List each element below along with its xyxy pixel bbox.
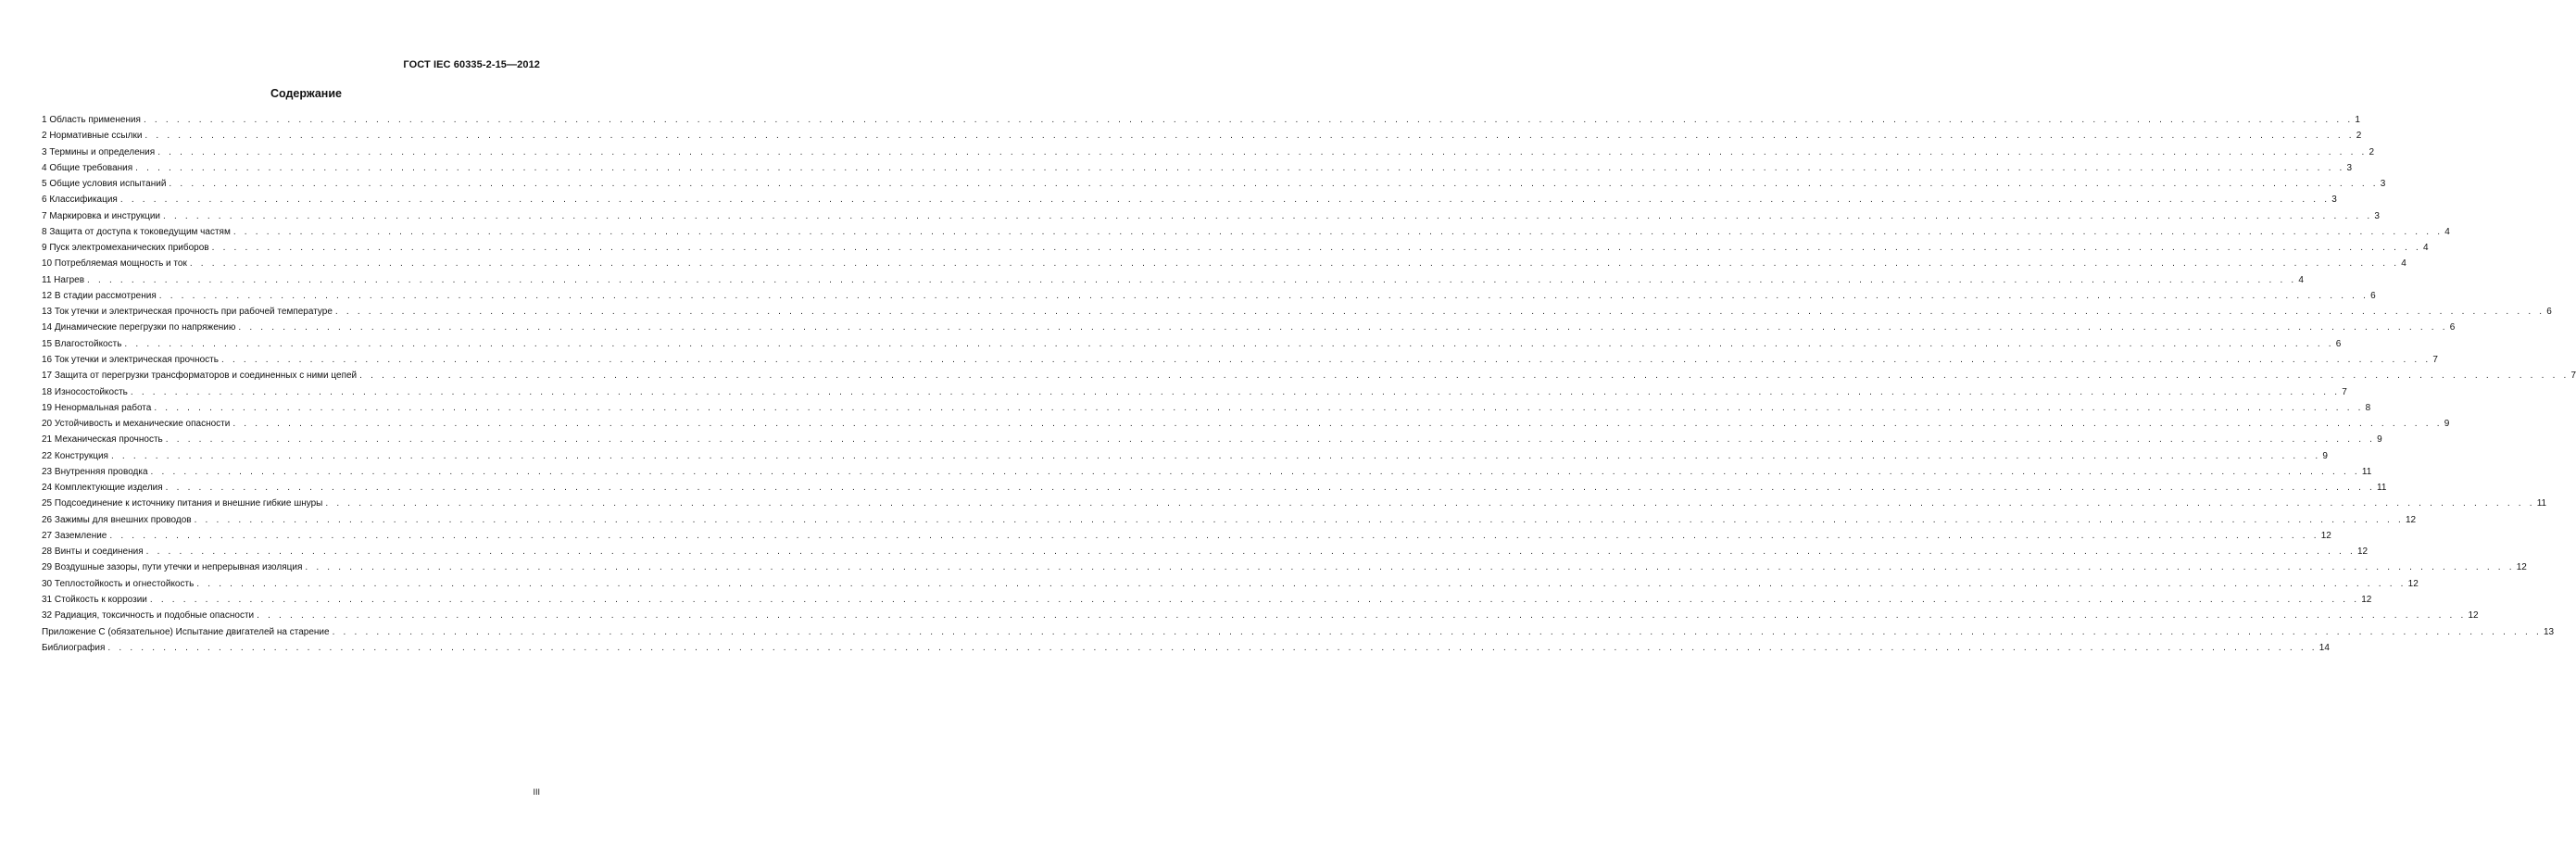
toc-entry-page: 11 bbox=[2536, 498, 2547, 509]
toc-entry-page: 12 bbox=[2357, 547, 2369, 558]
toc-entry-title: 15 Влагостойкость bbox=[42, 338, 122, 349]
toc-entry bbox=[42, 528, 2331, 544]
toc-dot-leader: . . . . . . . . . . . . . . . . . . . . . . . . . . . . . . . . . . . . . . . . . . . . . . . . . . . . . . . . . . . . . . . . . . . . . . . . . . . . . . . . . . . . . . . . . . . . . . . . . . . . . . . . . . . . . . . . . . . . . . . . . . . . . . . . . . . . . . . . . . . . . . . . . . . . . . . . . . . . . . . . . . . . . . . . . . . . . . . . . . . . . . . . . . . . . . . . . . . . . . . . bbox=[110, 450, 2321, 461]
toc-entry-page: 11 bbox=[2361, 466, 2372, 477]
toc-entry bbox=[42, 480, 2387, 496]
toc-dot-leader: . . . . . . . . . . . . . . . . . . . . . . . . . . . . . . . . . . . . . . . . . . . . . . . . . . . . . . . . . . . . . . . . . . . . . . . . . . . . . . . . . . . . . . . . . . . . . . . . . . . . . . . . . . . . . . . . . . . . . . . . . . . . . . . . . . . . . . . . . . . . . . . . . . . . . . . . . . . . . . . . . . . . . . . . . . . . . . . . . . . . . . . . . . . . . . . . . . . . . . . . bbox=[238, 322, 2448, 333]
toc-entry bbox=[42, 160, 2353, 176]
toc-entry bbox=[42, 320, 2456, 335]
toc-entry-title: 25 Подсоединение к источнику питания и внешние гибкие шнуры bbox=[42, 498, 323, 509]
toc-entry-page: 13 bbox=[2543, 626, 2555, 637]
toc-entry-title: 21 Механическая прочность bbox=[42, 434, 163, 446]
toc-entry bbox=[42, 336, 2342, 352]
toc-entry-title: 29 Воздушные зазоры, пути утечки и непрерывная изоляция bbox=[42, 562, 303, 573]
toc-entry-page: 1 bbox=[2355, 115, 2360, 125]
toc-entry-page: 9 bbox=[2444, 419, 2450, 430]
toc-entry-page: 3 bbox=[2331, 195, 2337, 206]
toc-entry bbox=[42, 624, 2555, 640]
toc-entry-page: 2 bbox=[2369, 146, 2375, 157]
toc-entry-page: 3 bbox=[2380, 179, 2386, 190]
toc-dot-leader: . . . . . . . . . . . . . . . . . . . . . . . . . . . . . . . . . . . . . . . . . . . . . . . . . . . . . . . . . . . . . . . . . . . . . . . . . . . . . . . . . . . . . . . . . . . . . . . . . . . . . . . . . . . . . . . . . . . . . . . . . . . . . . . . . . . . . . . . . . . . . . . . . . . . . . . . . . . . . . . . . . . . . . . . . . . . . . . . . . . . . . . . . . . . . . . . . . . . . . . . bbox=[359, 371, 2570, 382]
toc-entry bbox=[42, 256, 2406, 271]
toc-dot-leader: . . . . . . . . . . . . . . . . . . . . . . . . . . . . . . . . . . . . . . . . . . . . . . . . . . . . . . . . . . . . . . . . . . . . . . . . . . . . . . . . . . . . . . . . . . . . . . . . . . . . . . . . . . . . . . . . . . . . . . . . . . . . . . . . . . . . . . . . . . . . . . . . . . . . . . . . . . . . . . . . . . . . . . . . . . . . . . . . . . . . . . . . . . . . . . . . . . . . . . . . bbox=[334, 307, 2545, 318]
toc-entry bbox=[42, 224, 2450, 240]
toc-entry-title: 22 Конструкция bbox=[42, 450, 108, 461]
toc-entry bbox=[42, 192, 2337, 207]
toc-entry-title: 5 Общие условия испытаний bbox=[42, 179, 167, 190]
toc-dot-leader: . . . . . . . . . . . . . . . . . . . . . . . . . . . . . . . . . . . . . . . . . . . . . . . . . . . . . . . . . . . . . . . . . . . . . . . . . . . . . . . . . . . . . . . . . . . . . . . . . . . . . . . . . . . . . . . . . . . . . . . . . . . . . . . . . . . . . . . . . . . . . . . . . . . . . . . . . . . . . . . . . . . . . . . . . . . . . . . . . . . . . . . . . . . . . . . . . . . . . . . . bbox=[189, 258, 2400, 270]
toc-entry-title: 31 Стойкость к коррозии bbox=[42, 594, 147, 605]
toc-dot-leader: . . . . . . . . . . . . . . . . . . . . . . . . . . . . . . . . . . . . . . . . . . . . . . . . . . . . . . . . . . . . . . . . . . . . . . . . . . . . . . . . . . . . . . . . . . . . . . . . . . . . . . . . . . . . . . . . . . . . . . . . . . . . . . . . . . . . . . . . . . . . . . . . . . . . . . . . . . . . . . . . . . . . . . . . . . . . . . . . . . . . . . . . . . . . . . . . . . . . . . . . bbox=[325, 498, 2535, 509]
toc-entry-title: 6 Классификация bbox=[42, 195, 118, 206]
toc-entry bbox=[42, 272, 2304, 288]
toc-entry-title: 17 Защита от перегрузки трансформаторов и соединенных с ними цепей bbox=[42, 371, 358, 382]
toc-entry bbox=[42, 448, 2328, 464]
toc-entry-title: Библиография bbox=[42, 642, 106, 653]
toc-entry bbox=[42, 464, 2372, 480]
toc-dot-leader: . . . . . . . . . . . . . . . . . . . . . . . . . . . . . . . . . . . . . . . . . . . . . . . . . . . . . . . . . . . . . . . . . . . . . . . . . . . . . . . . . . . . . . . . . . . . . . . . . . . . . . . . . . . . . . . . . . . . . . . . . . . . . . . . . . . . . . . . . . . . . . . . . . . . . . . . . . . . . . . . . . . . . . . . . . . . . . . . . . . . . . . . . . . . . . . . . . . . . . . . bbox=[165, 483, 2376, 494]
toc-entry-page: 12 bbox=[2320, 530, 2331, 541]
toc-entry-title: 32 Радиация, токсичность и подобные опасности bbox=[42, 610, 255, 622]
toc-dot-leader: . . . . . . . . . . . . . . . . . . . . . . . . . . . . . . . . . . . . . . . . . . . . . . . . . . . . . . . . . . . . . . . . . . . . . . . . . . . . . . . . . . . . . . . . . . . . . . . . . . . . . . . . . . . . . . . . . . . . . . . . . . . . . . . . . . . . . . . . . . . . . . . . . . . . . . . . . . . . . . . . . . . . . . . . . . . . . . . . . . . . . . . . . . . . . . . . . . . . . . . . bbox=[145, 547, 2356, 558]
toc-dot-leader: . . . . . . . . . . . . . . . . . . . . . . . . . . . . . . . . . . . . . . . . . . . . . . . . . . . . . . . . . . . . . . . . . . . . . . . . . . . . . . . . . . . . . . . . . . . . . . . . . . . . . . . . . . . . . . . . . . . . . . . . . . . . . . . . . . . . . . . . . . . . . . . . . . . . . . . . . . . . . . . . . . . . . . . . . . . . . . . . . . . . . . . . . . . . . . . . . . . . . . . . bbox=[107, 642, 2318, 653]
toc-entry-page: 2 bbox=[2356, 131, 2362, 142]
toc-entry-page: 12 bbox=[2468, 610, 2479, 622]
toc-entry-title: 13 Ток утечки и электрическая прочность при рабочей температуре bbox=[42, 307, 333, 318]
toc-entry bbox=[42, 128, 2362, 144]
toc-entry bbox=[42, 512, 2417, 528]
toc-entry bbox=[42, 368, 2576, 383]
toc-entry-title: Приложение С (обязательное) Испытание двигателей на старение bbox=[42, 626, 330, 637]
toc-entry bbox=[42, 400, 2371, 416]
toc-dot-leader: . . . . . . . . . . . . . . . . . . . . . . . . . . . . . . . . . . . . . . . . . . . . . . . . . . . . . . . . . . . . . . . . . . . . . . . . . . . . . . . . . . . . . . . . . . . . . . . . . . . . . . . . . . . . . . . . . . . . . . . . . . . . . . . . . . . . . . . . . . . . . . . . . . . . . . . . . . . . . . . . . . . . . . . . . . . . . . . . . . . . . . . . . . . . . . . . . . . . . . . . bbox=[165, 434, 2376, 446]
toc-entry-page: 14 bbox=[2318, 642, 2330, 653]
toc-entry-page: 11 bbox=[2377, 483, 2387, 494]
toc-dot-leader: . . . . . . . . . . . . . . . . . . . . . . . . . . . . . . . . . . . . . . . . . . . . . . . . . . . . . . . . . . . . . . . . . . . . . . . . . . . . . . . . . . . . . . . . . . . . . . . . . . . . . . . . . . . . . . . . . . . . . . . . . . . . . . . . . . . . . . . . . . . . . . . . . . . . . . . . . . . . . . . . . . . . . . . . . . . . . . . . . . . . . . . . . . . . . . . . . . . . . . . . bbox=[169, 179, 2379, 190]
page-number: III bbox=[533, 787, 540, 797]
toc-entry-title: 27 Заземление bbox=[42, 530, 107, 541]
toc-entry-page: 12 bbox=[2361, 594, 2372, 605]
toc-entry-title: 30 Теплостойкость и огнестойкость bbox=[42, 578, 195, 589]
toc-dot-leader: . . . . . . . . . . . . . . . . . . . . . . . . . . . . . . . . . . . . . . . . . . . . . . . . . . . . . . . . . . . . . . . . . . . . . . . . . . . . . . . . . . . . . . . . . . . . . . . . . . . . . . . . . . . . . . . . . . . . . . . . . . . . . . . . . . . . . . . . . . . . . . . . . . . . . . . . . . . . . . . . . . . . . . . . . . . . . . . . . . . . . . . . . . . . . . . . . . . . . . . . bbox=[305, 562, 2515, 573]
toc-dot-leader: . . . . . . . . . . . . . . . . . . . . . . . . . . . . . . . . . . . . . . . . . . . . . . . . . . . . . . . . . . . . . . . . . . . . . . . . . . . . . . . . . . . . . . . . . . . . . . . . . . . . . . . . . . . . . . . . . . . . . . . . . . . . . . . . . . . . . . . . . . . . . . . . . . . . . . . . . . . . . . . . . . . . . . . . . . . . . . . . . . . . . . . . . . . . . . . . . . . . . . . . bbox=[130, 386, 2341, 397]
toc-entry-page: 12 bbox=[2516, 562, 2527, 573]
toc-entry-page: 4 bbox=[2422, 243, 2429, 254]
toc-entry-title: 24 Комплектующие изделия bbox=[42, 483, 163, 494]
toc-entry-title: 9 Пуск электромеханических приборов bbox=[42, 243, 209, 254]
toc-entry-title: 4 Общие требования bbox=[42, 162, 133, 173]
toc-entry-page: 9 bbox=[2377, 434, 2382, 446]
toc-entry-page: 9 bbox=[2322, 450, 2328, 461]
toc-dot-leader: . . . . . . . . . . . . . . . . . . . . . . . . . . . . . . . . . . . . . . . . . . . . . . . . . . . . . . . . . . . . . . . . . . . . . . . . . . . . . . . . . . . . . . . . . . . . . . . . . . . . . . . . . . . . . . . . . . . . . . . . . . . . . . . . . . . . . . . . . . . . . . . . . . . . . . . . . . . . . . . . . . . . . . . . . . . . . . . . . . . . . . . . . . . . . . . . . . . . . . . . bbox=[157, 146, 2368, 157]
toc-entry-title: 3 Термины и определения bbox=[42, 146, 156, 157]
toc-dot-leader: . . . . . . . . . . . . . . . . . . . . . . . . . . . . . . . . . . . . . . . . . . . . . . . . . . . . . . . . . . . . . . . . . . . . . . . . . . . . . . . . . . . . . . . . . . . . . . . . . . . . . . . . . . . . . . . . . . . . . . . . . . . . . . . . . . . . . . . . . . . . . . . . . . . . . . . . . . . . . . . . . . . . . . . . . . . . . . . . . . . . . . . . . . . . . . . . . . . . . . . . bbox=[220, 354, 2431, 365]
toc-entry-page: 6 bbox=[2335, 338, 2342, 349]
toc-dot-leader: . . . . . . . . . . . . . . . . . . . . . . . . . . . . . . . . . . . . . . . . . . . . . . . . . . . . . . . . . . . . . . . . . . . . . . . . . . . . . . . . . . . . . . . . . . . . . . . . . . . . . . . . . . . . . . . . . . . . . . . . . . . . . . . . . . . . . . . . . . . . . . . . . . . . . . . . . . . . . . . . . . . . . . . . . . . . . . . . . . . . . . . . . . . . . . . . . . . . . . . . bbox=[211, 243, 2421, 254]
toc-dot-leader: . . . . . . . . . . . . . . . . . . . . . . . . . . . . . . . . . . . . . . . . . . . . . . . . . . . . . . . . . . . . . . . . . . . . . . . . . . . . . . . . . . . . . . . . . . . . . . . . . . . . . . . . . . . . . . . . . . . . . . . . . . . . . . . . . . . . . . . . . . . . . . . . . . . . . . . . . . . . . . . . . . . . . . . . . . . . . . . . . . . . . . . . . . . . . . . . . . . . . . . . bbox=[154, 402, 2364, 413]
toc-entry-page: 12 bbox=[2407, 578, 2419, 589]
toc-dot-leader: . . . . . . . . . . . . . . . . . . . . . . . . . . . . . . . . . . . . . . . . . . . . . . . . . . . . . . . . . . . . . . . . . . . . . . . . . . . . . . . . . . . . . . . . . . . . . . . . . . . . . . . . . . . . . . . . . . . . . . . . . . . . . . . . . . . . . . . . . . . . . . . . . . . . . . . . . . . . . . . . . . . . . . . . . . . . . . . . . . . . . . . . . . . . . . . . . . . . . . . . bbox=[109, 530, 2319, 541]
toc-dot-leader: . . . . . . . . . . . . . . . . . . . . . . . . . . . . . . . . . . . . . . . . . . . . . . . . . . . . . . . . . . . . . . . . . . . . . . . . . . . . . . . . . . . . . . . . . . . . . . . . . . . . . . . . . . . . . . . . . . . . . . . . . . . . . . . . . . . . . . . . . . . . . . . . . . . . . . . . . . . . . . . . . . . . . . . . . . . . . . . . . . . . . . . . . . . . . . . . . . . . . . . . bbox=[143, 115, 2354, 125]
toc-dot-leader: . . . . . . . . . . . . . . . . . . . . . . . . . . . . . . . . . . . . . . . . . . . . . . . . . . . . . . . . . . . . . . . . . . . . . . . . . . . . . . . . . . . . . . . . . . . . . . . . . . . . . . . . . . . . . . . . . . . . . . . . . . . . . . . . . . . . . . . . . . . . . . . . . . . . . . . . . . . . . . . . . . . . . . . . . . . . . . . . . . . . . . . . . . . . . . . . . . . . . . . . bbox=[232, 419, 2443, 430]
toc-dot-leader: . . . . . . . . . . . . . . . . . . . . . . . . . . . . . . . . . . . . . . . . . . . . . . . . . . . . . . . . . . . . . . . . . . . . . . . . . . . . . . . . . . . . . . . . . . . . . . . . . . . . . . . . . . . . . . . . . . . . . . . . . . . . . . . . . . . . . . . . . . . . . . . . . . . . . . . . . . . . . . . . . . . . . . . . . . . . . . . . . . . . . . . . . . . . . . . . . . . . . . . . bbox=[124, 338, 2334, 349]
toc-entry-title: 28 Винты и соединения bbox=[42, 547, 144, 558]
toc-entry-page: 12 bbox=[2405, 514, 2417, 525]
toc-entry-page: 3 bbox=[2374, 210, 2380, 221]
toc-entry-title: 14 Динамические перегрузки по напряжению bbox=[42, 322, 236, 333]
toc-dot-leader: . . . . . . . . . . . . . . . . . . . . . . . . . . . . . . . . . . . . . . . . . . . . . . . . . . . . . . . . . . . . . . . . . . . . . . . . . . . . . . . . . . . . . . . . . . . . . . . . . . . . . . . . . . . . . . . . . . . . . . . . . . . . . . . . . . . . . . . . . . . . . . . . . . . . . . . . . . . . . . . . . . . . . . . . . . . . . . . . . . . . . . . . . . . . . . . . . . . . . . . . bbox=[332, 626, 2542, 637]
toc-entry-title: 12 В стадии рассмотрения bbox=[42, 290, 157, 301]
toc-entry bbox=[42, 112, 2360, 128]
toc-entry bbox=[42, 416, 2450, 432]
table-of-contents bbox=[42, 112, 2576, 656]
toc-entry bbox=[42, 240, 2429, 256]
toc-entry bbox=[42, 576, 2419, 592]
toc-dot-leader: . . . . . . . . . . . . . . . . . . . . . . . . . . . . . . . . . . . . . . . . . . . . . . . . . . . . . . . . . . . . . . . . . . . . . . . . . . . . . . . . . . . . . . . . . . . . . . . . . . . . . . . . . . . . . . . . . . . . . . . . . . . . . . . . . . . . . . . . . . . . . . . . . . . . . . . . . . . . . . . . . . . . . . . . . . . . . . . . . . . . . . . . . . . . . . . . . . . . . . . . bbox=[257, 610, 2467, 622]
toc-dot-leader: . . . . . . . . . . . . . . . . . . . . . . . . . . . . . . . . . . . . . . . . . . . . . . . . . . . . . . . . . . . . . . . . . . . . . . . . . . . . . . . . . . . . . . . . . . . . . . . . . . . . . . . . . . . . . . . . . . . . . . . . . . . . . . . . . . . . . . . . . . . . . . . . . . . . . . . . . . . . . . . . . . . . . . . . . . . . . . . . . . . . . . . . . . . . . . . . . . . . . . . . bbox=[232, 226, 2444, 237]
toc-entry-page: 6 bbox=[2370, 290, 2376, 301]
page-title: Содержание bbox=[270, 87, 342, 100]
toc-entry-title: 26 Зажимы для внешних проводов bbox=[42, 514, 192, 525]
toc-dot-leader: . . . . . . . . . . . . . . . . . . . . . . . . . . . . . . . . . . . . . . . . . . . . . . . . . . . . . . . . . . . . . . . . . . . . . . . . . . . . . . . . . . . . . . . . . . . . . . . . . . . . . . . . . . . . . . . . . . . . . . . . . . . . . . . . . . . . . . . . . . . . . . . . . . . . . . . . . . . . . . . . . . . . . . . . . . . . . . . . . . . . . . . . . . . . . . . . . . . . . . . . bbox=[194, 514, 2404, 525]
toc-entry bbox=[42, 384, 2347, 400]
toc-entry bbox=[42, 352, 2438, 368]
toc-entry-page: 6 bbox=[2449, 322, 2456, 333]
toc-entry-title: 11 Нагрев bbox=[42, 274, 85, 285]
toc-entry bbox=[42, 544, 2369, 559]
toc-entry bbox=[42, 176, 2386, 192]
toc-entry-title: 7 Маркировка и инструкции bbox=[42, 210, 161, 221]
toc-entry-title: 18 Износостойкость bbox=[42, 386, 128, 397]
toc-entry bbox=[42, 144, 2375, 160]
toc-entry-page: 7 bbox=[2342, 386, 2347, 397]
toc-entry-title: 8 Защита от доступа к токоведущим частям bbox=[42, 226, 231, 237]
toc-entry-page: 4 bbox=[2401, 258, 2406, 270]
toc-dot-leader: . . . . . . . . . . . . . . . . . . . . . . . . . . . . . . . . . . . . . . . . . . . . . . . . . . . . . . . . . . . . . . . . . . . . . . . . . . . . . . . . . . . . . . . . . . . . . . . . . . . . . . . . . . . . . . . . . . . . . . . . . . . . . . . . . . . . . . . . . . . . . . . . . . . . . . . . . . . . . . . . . . . . . . . . . . . . . . . . . . . . . . . . . . . . . . . . . . . . . . . . bbox=[158, 290, 2369, 301]
toc-entry-title: 23 Внутренняя проводка bbox=[42, 466, 148, 477]
toc-entry-title: 1 Область применения bbox=[42, 115, 141, 125]
document-code: ГОСТ IEC 60335-2-15—2012 bbox=[403, 59, 540, 70]
toc-entry bbox=[42, 608, 2479, 623]
toc-entry bbox=[42, 592, 2372, 608]
toc-dot-leader: . . . . . . . . . . . . . . . . . . . . . . . . . . . . . . . . . . . . . . . . . . . . . . . . . . . . . . . . . . . . . . . . . . . . . . . . . . . . . . . . . . . . . . . . . . . . . . . . . . . . . . . . . . . . . . . . . . . . . . . . . . . . . . . . . . . . . . . . . . . . . . . . . . . . . . . . . . . . . . . . . . . . . . . . . . . . . . . . . . . . . . . . . . . . . . . . . . . . . . . . bbox=[135, 162, 2345, 173]
toc-entry bbox=[42, 208, 2380, 224]
toc-dot-leader: . . . . . . . . . . . . . . . . . . . . . . . . . . . . . . . . . . . . . . . . . . . . . . . . . . . . . . . . . . . . . . . . . . . . . . . . . . . . . . . . . . . . . . . . . . . . . . . . . . . . . . . . . . . . . . . . . . . . . . . . . . . . . . . . . . . . . . . . . . . . . . . . . . . . . . . . . . . . . . . . . . . . . . . . . . . . . . . . . . . . . . . . . . . . . . . . . . . . . . . . bbox=[119, 195, 2331, 206]
toc-entry-page: 6 bbox=[2546, 307, 2552, 318]
toc-entry bbox=[42, 496, 2547, 511]
toc-entry bbox=[42, 640, 2330, 656]
toc-dot-leader: . . . . . . . . . . . . . . . . . . . . . . . . . . . . . . . . . . . . . . . . . . . . . . . . . . . . . . . . . . . . . . . . . . . . . . . . . . . . . . . . . . . . . . . . . . . . . . . . . . . . . . . . . . . . . . . . . . . . . . . . . . . . . . . . . . . . . . . . . . . . . . . . . . . . . . . . . . . . . . . . . . . . . . . . . . . . . . . . . . . . . . . . . . . . . . . . . . . . . . . . bbox=[145, 131, 2355, 142]
toc-dot-leader: . . . . . . . . . . . . . . . . . . . . . . . . . . . . . . . . . . . . . . . . . . . . . . . . . . . . . . . . . . . . . . . . . . . . . . . . . . . . . . . . . . . . . . . . . . . . . . . . . . . . . . . . . . . . . . . . . . . . . . . . . . . . . . . . . . . . . . . . . . . . . . . . . . . . . . . . . . . . . . . . . . . . . . . . . . . . . . . . . . . . . . . . . . . . . . . . . . . . . . . . bbox=[196, 578, 2406, 589]
toc-dot-leader: . . . . . . . . . . . . . . . . . . . . . . . . . . . . . . . . . . . . . . . . . . . . . . . . . . . . . . . . . . . . . . . . . . . . . . . . . . . . . . . . . . . . . . . . . . . . . . . . . . . . . . . . . . . . . . . . . . . . . . . . . . . . . . . . . . . . . . . . . . . . . . . . . . . . . . . . . . . . . . . . . . . . . . . . . . . . . . . . . . . . . . . . . . . . . . . . . . . . . . . . bbox=[163, 210, 2373, 221]
toc-entry-page: 7 bbox=[2570, 371, 2576, 382]
toc-entry bbox=[42, 559, 2527, 575]
toc-entry-page: 4 bbox=[2444, 226, 2450, 237]
toc-entry-title: 2 Нормативные ссылки bbox=[42, 131, 143, 142]
toc-entry-title: 19 Ненормальная работа bbox=[42, 402, 152, 413]
toc-entry-page: 8 bbox=[2365, 402, 2371, 413]
toc-entry-page: 4 bbox=[2298, 274, 2304, 285]
toc-entry-page: 7 bbox=[2432, 354, 2438, 365]
toc-entry bbox=[42, 432, 2382, 447]
toc-entry-title: 20 Устойчивость и механические опасности bbox=[42, 419, 231, 430]
toc-dot-leader: . . . . . . . . . . . . . . . . . . . . . . . . . . . . . . . . . . . . . . . . . . . . . . . . . . . . . . . . . . . . . . . . . . . . . . . . . . . . . . . . . . . . . . . . . . . . . . . . . . . . . . . . . . . . . . . . . . . . . . . . . . . . . . . . . . . . . . . . . . . . . . . . . . . . . . . . . . . . . . . . . . . . . . . . . . . . . . . . . . . . . . . . . . . . . . . . . . . . . . . . bbox=[149, 594, 2360, 605]
toc-dot-leader: . . . . . . . . . . . . . . . . . . . . . . . . . . . . . . . . . . . . . . . . . . . . . . . . . . . . . . . . . . . . . . . . . . . . . . . . . . . . . . . . . . . . . . . . . . . . . . . . . . . . . . . . . . . . . . . . . . . . . . . . . . . . . . . . . . . . . . . . . . . . . . . . . . . . . . . . . . . . . . . . . . . . . . . . . . . . . . . . . . . . . . . . . . . . . . . . . . . . . . . . bbox=[150, 466, 2360, 477]
toc-entry-title: 16 Ток утечки и электрическая прочность bbox=[42, 354, 219, 365]
toc-dot-leader: . . . . . . . . . . . . . . . . . . . . . . . . . . . . . . . . . . . . . . . . . . . . . . . . . . . . . . . . . . . . . . . . . . . . . . . . . . . . . . . . . . . . . . . . . . . . . . . . . . . . . . . . . . . . . . . . . . . . . . . . . . . . . . . . . . . . . . . . . . . . . . . . . . . . . . . . . . . . . . . . . . . . . . . . . . . . . . . . . . . . . . . . . . . . . . . . . . . . . . . . bbox=[87, 274, 2297, 285]
toc-entry-title: 10 Потребляемая мощность и ток bbox=[42, 258, 187, 270]
toc-entry-page: 3 bbox=[2346, 162, 2353, 173]
toc-entry bbox=[42, 304, 2552, 320]
toc-entry bbox=[42, 288, 2376, 304]
